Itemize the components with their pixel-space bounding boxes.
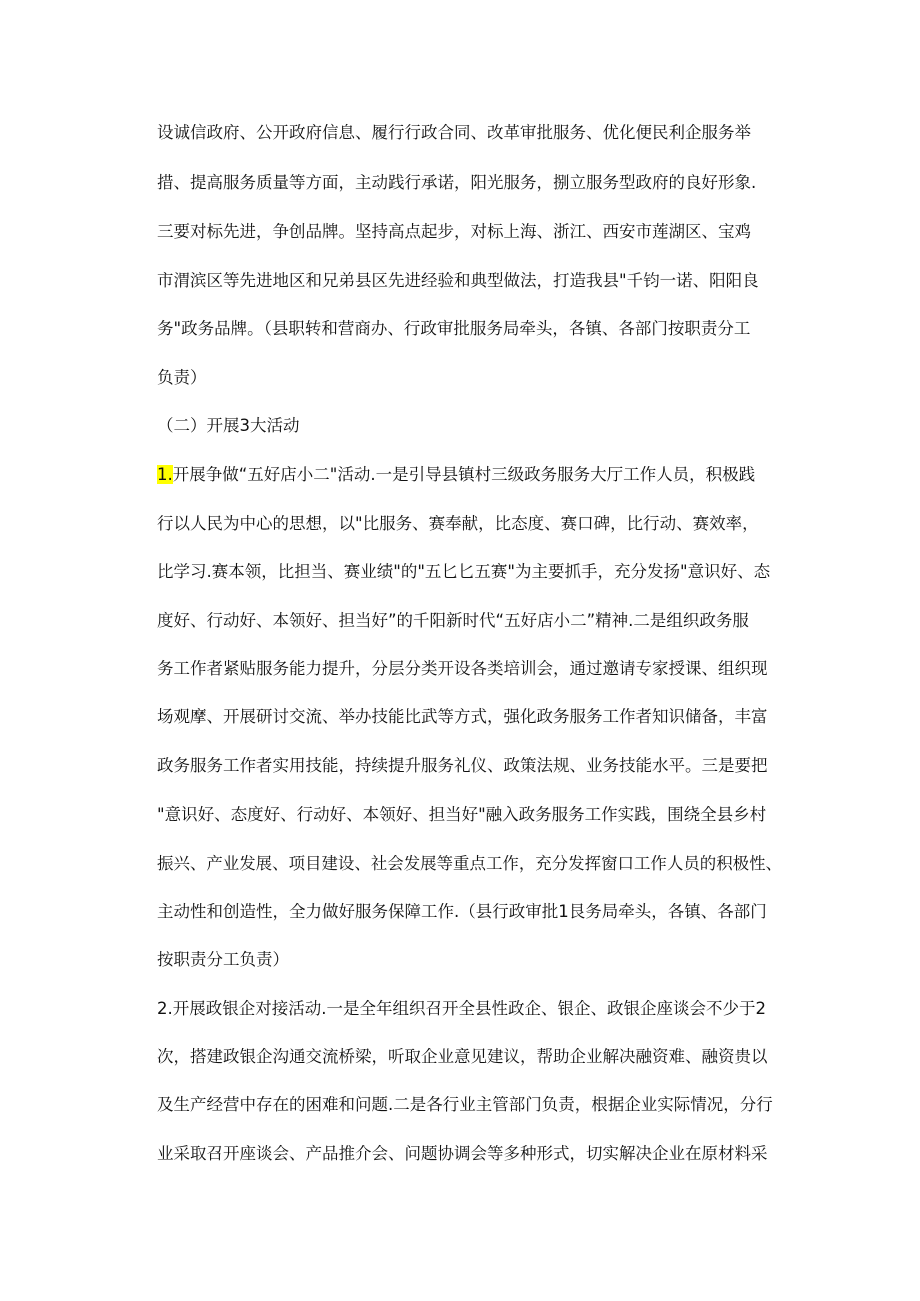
text-line-4: 市渭滨区等先进地区和兄弟县区先进经验和典型做法，打造我县"千钧一诺、阳阳良 — [157, 271, 759, 290]
text-line-14: 政务服务工作者实用技能，持续提升服务礼仪、政策法规、业务技能水平。三是要把 — [157, 756, 768, 775]
text-line-19: 2.开展政银企对接活动.一是全年组织召开全县性政企、银企、政银企座谈会不少于2 — [157, 999, 766, 1018]
text-line-15: "意识好、态度好、行动好、本领好、担当好"融入政务服务工作实践，围绕全县乡村 — [157, 805, 767, 824]
text-line-1: 设诚信政府、公开政府信息、履行行政合同、改革审批服务、优化便民利企服务举 — [157, 123, 751, 142]
text-line-3: 三要对标先进，争创品牌。坚持高点起步，对标上海、浙江、西安市莲湖区、宝鸡 — [157, 222, 751, 241]
text-line-12: 务工作者紧贴服务能力提升，分层分类开设各类培训会，通过邀请专家授课、组织现 — [157, 659, 768, 678]
text-line-16: 振兴、产业发展、项目建设、社会发展等重点工作，充分发挥窗口工作人员的积极性、 — [157, 854, 782, 873]
text-line-22: 业采取召开座谈会、产品推介会、问题协调会等多种形式，切实解决企业在原材料采 — [157, 1144, 768, 1163]
text-line-17: 主动性和创造性，全力做好服务保障工作.（县行政审批1艮务局牵头，各镇、各部门 — [157, 902, 767, 921]
text-line-2: 措、提高服务质量等方面，主动践行承诺，阳光服务，捌立服务型政府的良好形象. — [157, 173, 757, 192]
text-line-10: 比学习.赛本领，比担当、赛业绩"的"五匕匕五赛"为主要抓手，充分发扬"意识好、态 — [157, 562, 771, 581]
text-line-13: 场观摩、开展研讨交流、举办技能比武等方式，强化政务服务工作者知识储备，丰富 — [157, 707, 768, 726]
text-line-11: 度好、行动好、本领好、担当好”的千阳新时代“五好店小二”精神.二是组织政务服 — [157, 611, 749, 630]
text-line-21: 及生产经营中存在的困难和问题.二是各行业主管部门负责，根据企业实际情况，分行 — [157, 1095, 773, 1114]
text-line-18: 按职责分工负责） — [157, 950, 289, 969]
text-line-9: 行以人民为中心的思想，以"比服务、赛奉献，比态度、赛口碑，比行动、赛效率， — [157, 514, 759, 533]
text-line-6: 负责） — [157, 368, 207, 387]
section-heading: （二）开展3大活动 — [157, 416, 300, 435]
text-line-20: 次，搭建政银企沟通交流桥梁，听取企业意见建议，帮助企业解决融资难、融资贵以 — [157, 1047, 768, 1066]
text-line-8 — [157, 464, 755, 486]
highlighted-number: 1. — [157, 465, 173, 484]
text-line-5: 务"政务品牌。（县职转和营商办、行政审批服务局牵头，各镇、各部门按职责分工 — [157, 319, 751, 338]
text-line-8-body: 开展争做“五好店小二"活动.一是引导县镇村三级政务服务大厅工作人员，积极践 — [172, 465, 756, 484]
